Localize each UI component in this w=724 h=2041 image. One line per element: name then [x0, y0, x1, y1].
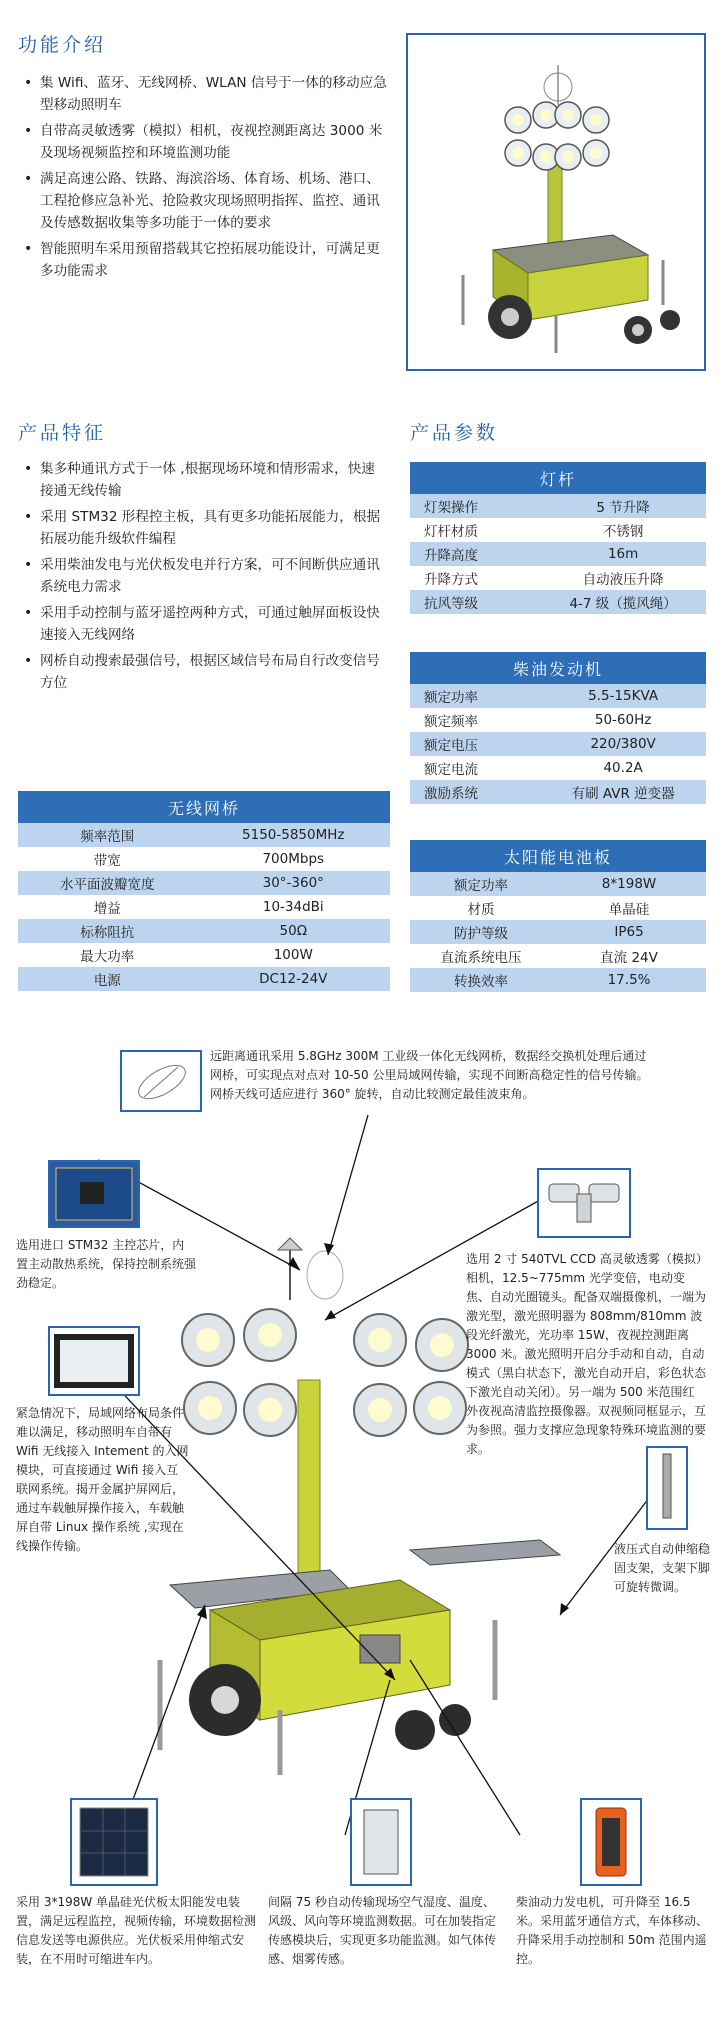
diesel-table [410, 652, 706, 804]
table-row: 升降高度 16m [410, 542, 706, 566]
remote-thumb [580, 1798, 642, 1886]
jack-thumb [646, 1446, 688, 1530]
solar-panel-icon [72, 1800, 156, 1884]
table-row: 防护等级 IP65 [410, 920, 706, 944]
table-row: 标称阻抗 50Ω [18, 919, 390, 943]
table-row: 最大功率 100W [18, 943, 390, 967]
table-row: 水平面波瓣宽度 30°-360° [18, 871, 390, 895]
caption-sensor: 间隔 75 秒自动传输现场空气湿度、温度、风级、风向等环境监测数据。可在加装指定传感模块后，实现更多功能监测。如气体传感、烟雾传感。 [268, 1895, 497, 1966]
touch-panel-thumb [48, 1326, 140, 1396]
bridge-table [18, 791, 390, 991]
features-bullets [18, 458, 388, 698]
params-title: 产品参数 [410, 422, 499, 444]
caption-solar: 采用 3*198W 单晶硅光伏板太阳能发电装置，满足远程监控，视频传输，环境数据检测信息发送等电源供应。光伏板采用伸缩式安装，在不用时可缩进车内。 [16, 1895, 257, 1966]
stm32-board-thumb [48, 1160, 140, 1228]
intro-bullets [18, 72, 390, 286]
table-row: 电源 DC12-24V [18, 967, 390, 991]
pole-table [410, 462, 706, 614]
feature-bullet: • 集多种通讯方式于一体 ,根据现场环境和情形需求，快速接通无线传输 [18, 458, 388, 502]
table-row: 增益 10-34dBi [18, 895, 390, 919]
table-row: 抗风等级 4-7 级（揽风绳） [410, 590, 706, 614]
features-title: 产品特征 [18, 422, 107, 444]
table-row: 材质 单晶硅 [410, 896, 706, 920]
intro-bullet: • 集 Wifi、蓝牙、无线网桥、WLAN 信号于一体的移动应急型移动照明车 [18, 72, 390, 116]
table-row: 升降方式 自动液压升降 [410, 566, 706, 590]
table-row: 频率范围 5150-5850MHz [18, 823, 390, 847]
caption-diesel: 柴油动力发电机，可升降至 16.5 米。采用蓝牙通信方式，车体移动、升降采用手动控制和 50m 范围内遥控。 [516, 1895, 709, 1966]
table-row: 额定电压 220/380V [410, 732, 706, 756]
solar-panel-thumb [70, 1798, 158, 1886]
table-row: 额定电流 40.2A [410, 756, 706, 780]
table-row: 激励系统 有刷 AVR 逆变器 [410, 780, 706, 804]
sensor-box-icon [352, 1800, 410, 1884]
caption-bridge: 远距离通讯采用 5.8GHz 300M 工业级一体化无线网桥，数据经交换机处理后通过网桥，可实现点对点对 10-50 公里局域网传输，实现不间断高稳定性的信号传输。网桥天线可适应进行 360° 旋转，自动比较测定最佳波束角。 [210, 1049, 649, 1101]
table-row: 带宽 700Mbps [18, 847, 390, 871]
intro-bullet: • 自带高灵敏透雾（模拟）相机，夜视控测距离达 3000 米及现场视频监控和环境监测功能 [18, 120, 390, 164]
antenna-icon [122, 1052, 200, 1110]
caption-touch: 紧急情况下，局域网络布局条件难以满足，移动照明车自带有 Wifi 无线接入 Intement 的入网模块，可直接通过 Wifi 接入互联网系统。揭开金属护屏网后，通过车载触屏操作接入，车载触屏自带 Linux 操作系统 ,实现在线操作传输。 [16, 1406, 189, 1553]
remote-control-icon [582, 1800, 640, 1884]
table-title: 无线网桥 [18, 791, 390, 823]
caption-stm32: 选用进口 STM32 主控芯片，内置主动散热系统，保持控制系统强劲稳定。 [16, 1238, 197, 1290]
table-title: 太阳能电池板 [410, 840, 706, 872]
intro-bullet: • 智能照明车采用预留搭载其它控拓展功能设计，可满足更多功能需求 [18, 238, 390, 282]
table-row: 额定频率 50-60Hz [410, 708, 706, 732]
touchscreen-icon [50, 1328, 138, 1394]
table-title: 灯杆 [410, 462, 706, 494]
intro-bullet: • 满足高速公路、铁路、海滨浴场、体育场、机场、港口、工程抢修应急补光、抢险救灾现场照明指挥、监控、通讯及传感数据收集等多功能于一体的要求 [18, 168, 390, 234]
table-row: 额定功率 5.5-15KVA [410, 684, 706, 708]
camera-thumb [537, 1168, 631, 1238]
caption-camera: 选用 2 寸 540TVL CCD 高灵敏透雾（模拟）相机，12.5~775mm 光学变倍，电动变焦、自动光圈镜头。配备双端摄像机，一端为激光型，激光照明器为 808mm/810mm 波段光纤激光，光功率 15W，夜视控测距离 3000 米。激光照明开启分手动和自动，自动模式（黑白状态下，激光自动开启，彩色状态下激光自动关闭）。另一端为 500 米范围红外夜视高清监控摄像器。双视频同框显示，互为参照。强力支撑应急现象特殊环境监测的要求。 [466, 1252, 707, 1456]
table-row: 直流系统电压 直流 24V [410, 944, 706, 968]
table-title: 柴油发动机 [410, 652, 706, 684]
intro-title: 功能介绍 [18, 34, 107, 56]
caption-jack: 液压式自动伸缩稳固支架，支架下脚可旋转微调。 [614, 1542, 711, 1594]
product-photo-frame [406, 33, 706, 371]
feature-bullet: • 采用手动控制与蓝牙遥控两种方式，可通过触屏面板设快速接入无线网络 [18, 602, 388, 646]
table-row: 转换效率 17.5% [410, 968, 706, 992]
table-row: 额定功率 8*198W [410, 872, 706, 896]
solar-table [410, 840, 706, 992]
table-row: 灯杆材质 不锈钢 [410, 518, 706, 542]
feature-bullet: • 采用柴油发电与光伏板发电并行方案，可不间断供应通讯系统电力需求 [18, 554, 388, 598]
bridge-antenna-thumb [120, 1050, 202, 1112]
ptz-camera-icon [539, 1170, 629, 1236]
sensor-thumb [350, 1798, 412, 1886]
light-tower-image [408, 35, 704, 369]
feature-bullet: • 网桥自动搜索最强信号，根据区域信号布局自行改变信号方位 [18, 650, 388, 694]
table-row: 灯架操作 5 节升降 [410, 494, 706, 518]
hydraulic-jack-icon [648, 1448, 686, 1528]
circuit-board-icon [50, 1162, 138, 1226]
feature-bullet: • 采用 STM32 形程控主板，具有更多功能拓展能力，根据拓展功能升级软件编程 [18, 506, 388, 550]
